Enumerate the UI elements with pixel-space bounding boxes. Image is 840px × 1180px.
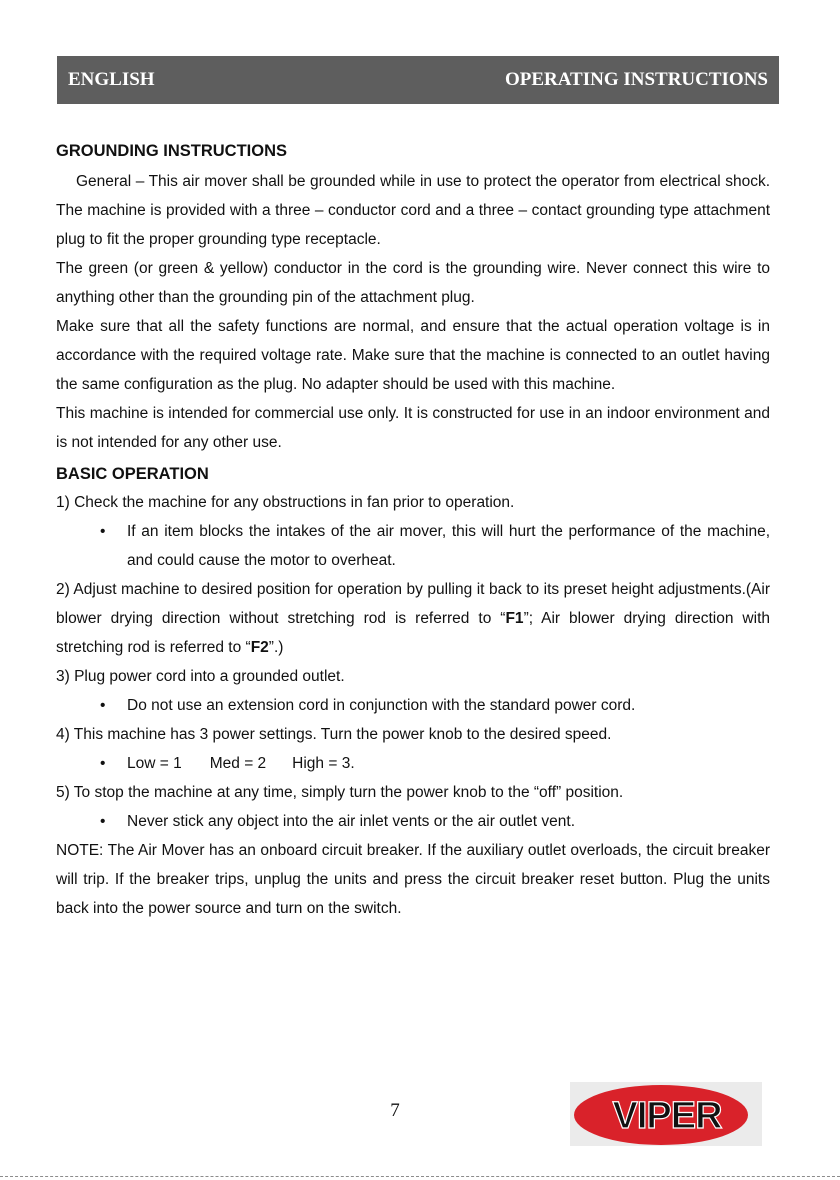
header-bar (57, 56, 779, 104)
step-3: 3) Plug power cord into a grounded outlet. (56, 668, 345, 685)
logo-text: VIPER (612, 1095, 722, 1137)
step-2-f2-label: F2 (250, 639, 269, 656)
grounding-paragraph-intended-use: This machine is intended for commercial use only. It is constructed for use in an indoor environment and is not intended for any other use. (56, 405, 770, 451)
speed-high: High = 3. (292, 755, 355, 772)
speed-med: Med = 2 (209, 755, 267, 772)
step-3-bullet-text: Do not use an extension cord in conjunction with the standard power cord. (127, 697, 636, 714)
speed-low: Low = 1 (127, 755, 182, 772)
bullet-symbol: • (100, 813, 106, 830)
viper-logo (570, 1082, 762, 1146)
step-4-bullet (56, 749, 770, 778)
basic-operation-heading: BASIC OPERATION (56, 465, 209, 483)
page-number: 7 (390, 1100, 400, 1121)
step-2-text-start: 2) Adjust machine to desired position for operation by pulling it back to its preset height adjustments.(Air blower drying direction without stretching rod is referred to “ (56, 581, 770, 627)
bullet-symbol: • (100, 755, 106, 772)
step-3-bullet (56, 691, 770, 720)
grounding-paragraph-safety: Make sure that all the safety functions are normal, and ensure that the actual operation voltage is in accordance with the required voltage rate. Make sure that the machine is connected to an outlet having the same configuration as the plug. No adapter should be used with this machine. (56, 318, 770, 393)
grounding-heading: GROUNDING INSTRUCTIONS (56, 142, 287, 160)
note-paragraph: NOTE: The Air Mover has an onboard circuit breaker. If the auxiliary outlet overloads, the circuit breaker will trip. If the breaker trips, unplug the units and press the circuit breaker reset button. Plug the units back into the power source and turn on the switch. (56, 842, 770, 917)
step-1: 1) Check the machine for any obstructions in fan prior to operation. (56, 494, 515, 511)
step-1-bullet (56, 517, 770, 575)
header-language: ENGLISH (68, 69, 155, 90)
page-bottom-divider (0, 1176, 840, 1177)
main-content (56, 138, 770, 923)
step-4: 4) This machine has 3 power settings. Turn the power knob to the desired speed. (56, 726, 612, 743)
step-5-bullet (56, 807, 770, 836)
step-5: 5) To stop the machine at any time, simply turn the power knob to the “off” position. (56, 784, 624, 801)
grounding-paragraph-wire: The green (or green & yellow) conductor in the cord is the grounding wire. Never connect this wire to anything other than the grounding pin of the attachment plug. (56, 260, 770, 306)
grounding-paragraph-general: General – This air mover shall be grounded while in use to protect the operator from electrical shock. The machine is provided with a three – conductor cord and a three – contact grounding type attachment plug to fit the proper grounding type receptacle. (56, 173, 770, 248)
step-1-bullet-text: If an item blocks the intakes of the air mover, this will hurt the performance of the machine, and could cause the motor to overheat. (127, 523, 770, 569)
step-2-text-end: ”.) (268, 639, 284, 656)
step-5-bullet-text: Never stick any object into the air inlet vents or the air outlet vent. (127, 813, 576, 830)
step-2-f1-label: F1 (505, 610, 524, 627)
header-title: OPERATING INSTRUCTIONS (504, 69, 768, 90)
step-2-text-middle: ”; Air blower drying direction with stretching rod is referred to “ (56, 610, 770, 656)
bullet-symbol: • (100, 523, 106, 540)
bullet-symbol: • (100, 697, 106, 714)
viper-logo-graphic (570, 1082, 762, 1146)
step-2 (56, 575, 770, 662)
